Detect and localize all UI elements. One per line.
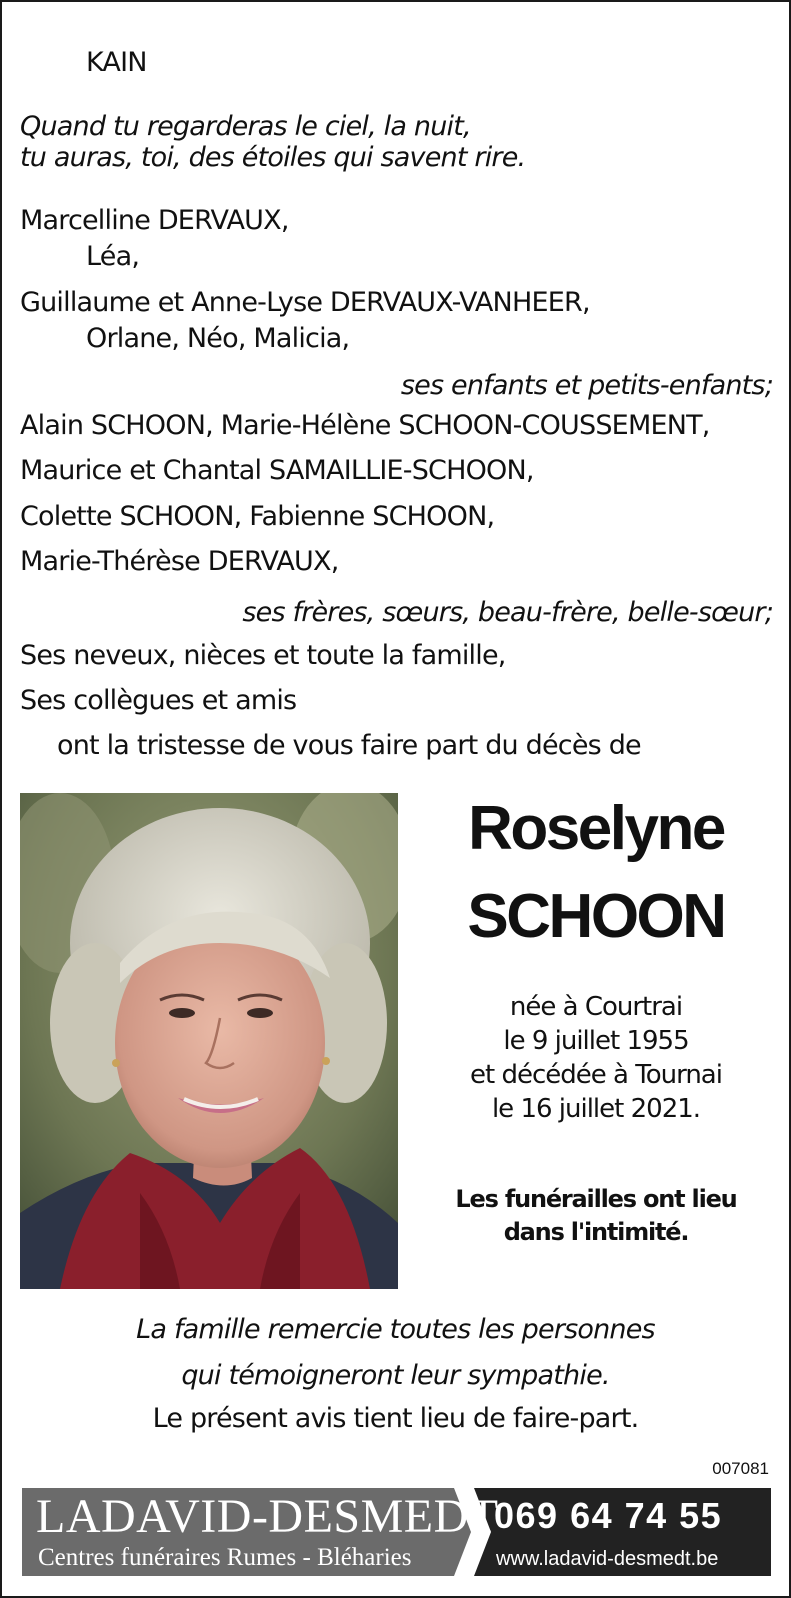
brand-subtitle: Centres funéraires Rumes - Bléharies xyxy=(38,1544,412,1571)
birth-date: le 9 juillet 1955 xyxy=(503,1026,689,1056)
quote-line-2: tu auras, toi, des étoiles qui savent rire. xyxy=(20,142,526,173)
grandchild-1: Léa, xyxy=(86,241,140,272)
sibling-3: Colette SCHOON, Fabienne SCHOON, xyxy=(20,501,495,532)
sibling-2: Maurice et Chantal SAMAILLIE-SCHOON, xyxy=(20,455,534,486)
grandchildren-2: Orlane, Néo, Malicia, xyxy=(86,323,350,354)
deceased-first-name: Roselyne xyxy=(468,794,724,863)
sibling-4: Marie-Thérèse DERVAUX, xyxy=(20,546,339,577)
thanks-line-1: La famille remercie toutes les personnes xyxy=(136,1314,655,1345)
phone-number[interactable]: 069 64 74 55 xyxy=(494,1495,723,1536)
child-2: Guillaume et Anne-Lyse DERVAUX-VANHEER, xyxy=(20,287,590,318)
friends: Ses collègues et amis xyxy=(20,685,297,716)
extended-family: Ses neveux, nièces et toute la famille, xyxy=(20,640,506,671)
birth-place: née à Courtrai xyxy=(509,992,683,1022)
brand-name: LADAVID-DESMEDT xyxy=(36,1490,499,1543)
website-link[interactable]: www.ladavid-desmedt.be xyxy=(496,1548,719,1570)
quote-line-1: Quand tu regarderas le ciel, la nuit, xyxy=(20,111,471,142)
child-1: Marcelline DERVAUX, xyxy=(20,205,289,236)
funeral-line-2: dans l'intimité. xyxy=(503,1218,689,1246)
location-label: KAIN xyxy=(86,47,147,78)
siblings-label: ses frères, sœurs, beau-frère, belle-sœur; xyxy=(242,597,773,628)
portrait-photo xyxy=(20,793,398,1289)
thanks-line-2: qui témoigneront leur sympathie. xyxy=(181,1360,610,1391)
notice-line: Le présent avis tient lieu de faire-part. xyxy=(152,1403,639,1434)
death-date: le 16 juillet 2021. xyxy=(491,1094,701,1124)
announcement: ont la tristesse de vous faire part du décès de xyxy=(57,730,641,761)
children-label: ses enfants et petits-enfants; xyxy=(400,370,773,401)
deceased-last-name: SCHOON xyxy=(467,882,725,951)
reference-number: 007081 xyxy=(712,1459,769,1478)
death-place: et décédée à Tournai xyxy=(470,1060,722,1090)
sibling-1: Alain SCHOON, Marie-Hélène SCHOON-COUSSEMENT, xyxy=(20,410,710,441)
funeral-line-1: Les funérailles ont lieu xyxy=(455,1185,737,1213)
